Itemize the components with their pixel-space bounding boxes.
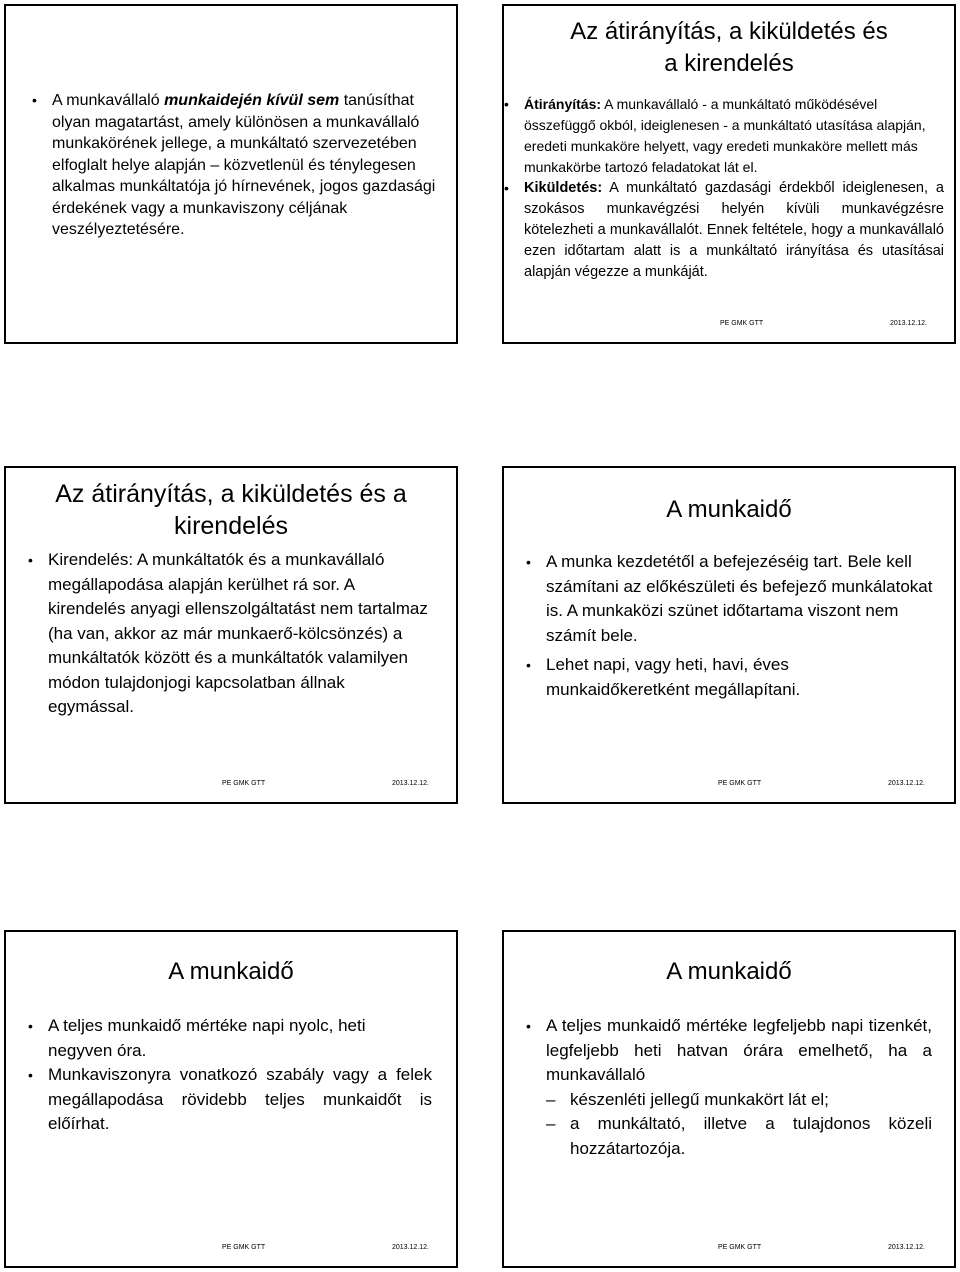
slide-2 — [502, 4, 956, 344]
bullet-icon: • — [526, 554, 531, 570]
slide-4-footer-date: 2013.12.12. — [888, 780, 925, 787]
bullet-icon: • — [504, 180, 509, 196]
slide-5-b2: Munkaviszonyra vonatkozó szabály vagy a felek megállapodása rövidebb teljes munkaidőt is előírhat. — [48, 1065, 432, 1133]
bullet-icon: • — [526, 657, 531, 673]
slide-2-title-line1: Az átirányítás, a kiküldetés és — [570, 18, 888, 45]
slide-2-bullet-1 — [504, 94, 944, 178]
slide-5 — [4, 930, 458, 1268]
slide-3-title — [6, 478, 456, 542]
slide-3-b1: Kirendelés: A munkáltatók és a munkavállaló megállapodása alapján kerülhet rá sor. A kirendelés anyagi ellenszolgáltatást nem tartalmaz (ha van, akkor az már munkaerő-kölcsönzés) a munkáltatók között és a munkáltatók valamilyen módon tulajdonjogi kapcsolatban állnak egymással. — [48, 550, 428, 716]
slide-3-footer-left: PE GMK GTT — [222, 780, 266, 787]
slide-4-footer-left: PE GMK GTT — [718, 780, 762, 787]
bullet-icon: • — [28, 552, 33, 568]
bullet-icon: • — [28, 1018, 33, 1034]
slide-1-text-after: tanúsíthat olyan magatartást, amely különösen a munkavállaló munkakörének jellege, a munkáltató szervezetében elfoglalt helye alapján – közvetlenül és ténylegesen alkalmas munkáltatója jó hírnevének, jogos gazdasági érdekének vagy a munkaviszony céljának veszélyeztetésére. — [52, 92, 436, 238]
slide-6 — [502, 930, 956, 1268]
slide-2-b1-text: A munkavállaló - a munkáltató működésével összefüggő okból, ideiglenesen - a munkáltató utasítása alapján, eredeti munkaköre helyett, vagy eredeti munkaköre mellett más munkakörbe tartozó feladatokat lát el. — [524, 96, 926, 175]
dash-icon: – — [546, 1114, 556, 1133]
slide-2-b2-text: A munkáltató gazdasági érdekből ideiglenesen, a szokásos munkavégzési helyén kívüli munkavégzésre kötelezheti a munkavállalót. Ennek feltétele, hogy a munkavállaló ezen időtartam alatt is a munkáltató irányítása és utasításai alapján végezze a munkáját. — [524, 180, 944, 280]
slide-6-sub-1 — [546, 1088, 932, 1113]
bullet-icon: • — [526, 1018, 531, 1034]
slide-4-title: A munkaidő — [666, 496, 792, 523]
slide-6-b1: A teljes munkaidő mértéke legfeljebb napi tizenkét, legfeljebb heti hatvan órára emelhető, ha a munkavállaló — [546, 1016, 932, 1084]
slide-3-title-line1: Az átirányítás, a kiküldetés és a — [55, 480, 407, 508]
slide-5-b1: A teljes munkaidő mértéke napi nyolc, heti negyven óra. — [48, 1016, 366, 1060]
slide-6-title: A munkaidő — [666, 958, 792, 985]
slide-2-title-line2: a kirendelés — [664, 50, 794, 77]
slide-5-title: A munkaidő — [168, 958, 294, 985]
slide-3-bullet-1 — [28, 548, 428, 720]
slide-6-sub1: készenléti jellegű munkakört lát el; — [570, 1089, 829, 1109]
slide-1 — [4, 4, 458, 344]
dash-icon: – — [546, 1089, 556, 1109]
slide-4-bullets — [526, 550, 934, 702]
slide-3-bullets — [28, 548, 428, 720]
slide-2-b2-label: Kiküldetés: — [524, 180, 603, 196]
slide-5-bullet-2 — [28, 1063, 432, 1137]
slide-1-text-before: A munkavállaló — [52, 92, 165, 109]
slide-6-footer-date: 2013.12.12. — [888, 1244, 925, 1251]
slide-4-bullet-2 — [526, 653, 934, 702]
bullet-icon: • — [504, 96, 509, 112]
slide-3 — [4, 466, 458, 804]
slide-4-b1: A munka kezdetétől a befejezéséig tart. Bele kell számítani az előkészületi és befejező munkálatokat is. A munkaközi szünet időtartama viszont nem számít bele. — [546, 552, 933, 645]
slide-5-bullet-1 — [28, 1014, 432, 1063]
slide-1-bullets — [32, 90, 440, 241]
slide-6-sub-2 — [546, 1112, 932, 1161]
slide-4 — [502, 466, 956, 804]
slide-3-footer-date: 2013.12.12. — [392, 780, 429, 787]
slide-5-bullets — [28, 1014, 432, 1137]
slide-2-footer-date: 2013.12.12. — [890, 320, 927, 327]
slide-1-bullet — [32, 90, 440, 241]
slide-6-bullets — [526, 1014, 932, 1161]
slide-2-b1-label: Átirányítás: — [524, 96, 602, 112]
slide-2-footer-left: PE GMK GTT — [720, 320, 764, 327]
slide-6-bullet-1 — [526, 1014, 932, 1161]
slide-2-bullet-2 — [504, 178, 944, 283]
slide-3-title-line2: kirendelés — [174, 512, 288, 540]
slide-6-footer-left: PE GMK GTT — [718, 1244, 762, 1251]
slide-4-b2: Lehet napi, vagy heti, havi, éves munkaidőkeretként megállapítani. — [546, 655, 801, 699]
slide-5-footer-date: 2013.12.12. — [392, 1244, 429, 1251]
bullet-icon: • — [28, 1067, 33, 1083]
slide-6-sublist — [546, 1088, 932, 1162]
slide-5-footer-left: PE GMK GTT — [222, 1244, 266, 1251]
slide-1-text-bold: munkaidején kívül sem — [164, 92, 340, 109]
slide-2-bullets — [504, 94, 944, 283]
slide-2-title — [504, 16, 954, 80]
slide-6-sub2: a munkáltató, illetve a tulajdonos közeli hozzátartozója. — [570, 1114, 932, 1158]
bullet-icon: • — [32, 92, 37, 108]
slide-4-bullet-1 — [526, 550, 934, 648]
